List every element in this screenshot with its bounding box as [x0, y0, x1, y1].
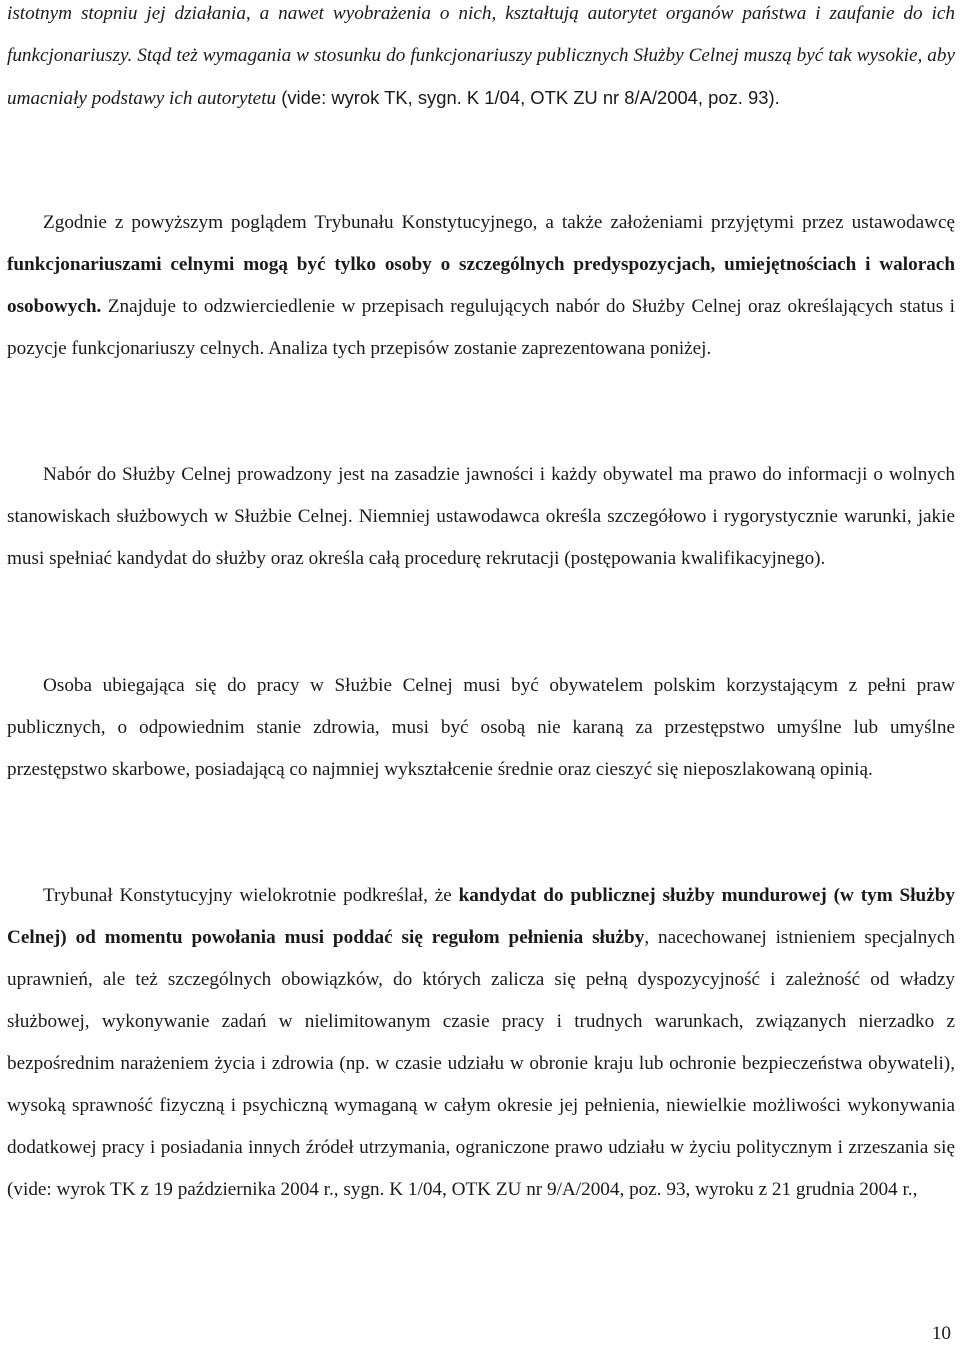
- paragraph-text: Nabór do Służby Celnej prowadzony jest na zasadzie jawności i każdy obywatel ma prawo do informacji o wolnych stanowiskach służbowych w Służbie Celnej. Niemniej ustawodawca określa szczegółowo i rygorystycznie warunki, jakie musi spełniać kandydat do służby oraz określa całą procedurę rekrutacji (postępowania kwalifikacyjnego).: [7, 464, 955, 569]
- paragraph-text: Zgodnie z powyższym poglądem Trybunału Konstytucyjnego, a także założeniami przyjętymi przez ustawodawcę: [43, 212, 955, 233]
- paragraph-text: Osoba ubiegająca się do pracy w Służbie Celnej musi być obywatelem polskim korzystającym z pełni praw publicznych, o odpowiednim stanie zdrowia, musi być osobą nie karaną za przestępstwo umyślne lub umyślne przestępstwo skarbowe, posiadającą co najmniej wykształcenie średnie oraz cieszyć się nieposzlakowaną opinią.: [7, 675, 955, 780]
- paragraph-text: , nacechowanej istnieniem specjalnych uprawnień, ale też szczególnych obowiązków, do których zalicza się pełną dyspozycyjność i zależność od władzy służbowej, wykonywanie zadań w nielimitowanym czasie pracy i trudnych warunkach, związanych nierzadko z bezpośrednim narażeniem życia i zdrowia (np. w czasie udziału w obronie kraju lub ochronie bezpieczeństwa obywateli), wysoką sprawność fizyczną i psychiczną wymaganą w całym okresie jej pełnienia, niewielkie możliwości wykonywania dodatkowej pracy i posiadania innych źródeł utrzymania, ograniczone prawo udziału w życiu politycznym i zrzeszania się (vide: wyrok TK z 19 października 2004 r., sygn. K 1/04, OTK ZU nr 9/A/2004, poz. 93, wyroku z 21 grudnia 2004 r.,: [7, 927, 955, 1200]
- citation-text: (vide: wyrok TK, sygn. K 1/04, OTK ZU nr 8/A/2004, poz. 93).: [276, 87, 780, 108]
- paragraph-text: Znajduje to odzwierciedlenie w przepisach regulujących nabór do Służby Celnej oraz określających status i pozycje funkcjonariuszy celnych. Analiza tych przepisów zostanie zaprezentowana poniżej.: [7, 296, 955, 359]
- paragraph-text: Trybunał Konstytucyjny wielokrotnie podkreślał, że: [43, 885, 459, 906]
- page-number: 10: [931, 1323, 951, 1344]
- paragraph-tribunal-view: [7, 202, 955, 370]
- quote-text: istotnym stopniu jej działania, a nawet wyobrażenia o nich, kształtują autorytet organów państwa i zaufanie do ich funkcjonariuszy. Stąd też wymagania w stosunku do funkcjonariuszy publicznych Służby Celnej muszą być tak wysokie, aby umacniały podstawy ich autorytetu: [7, 3, 955, 109]
- emphasis-text: funkcjonariuszami celnymi mogą być tylko osoby o szczególnych predyspozycjach, umiejętnościach i walorach osobowych.: [7, 254, 955, 317]
- paragraph-continued-quote: [7, 0, 955, 120]
- emphasis-text: kandydat do publicznej służby mundurowej (w tym Służby Celnej) od momentu powołania musi poddać się regułom pełnienia służby: [7, 885, 955, 948]
- paragraph-candidate-requirements: [7, 665, 955, 791]
- paragraph-recruitment: [7, 454, 955, 580]
- paragraph-service-rules: [7, 875, 955, 1211]
